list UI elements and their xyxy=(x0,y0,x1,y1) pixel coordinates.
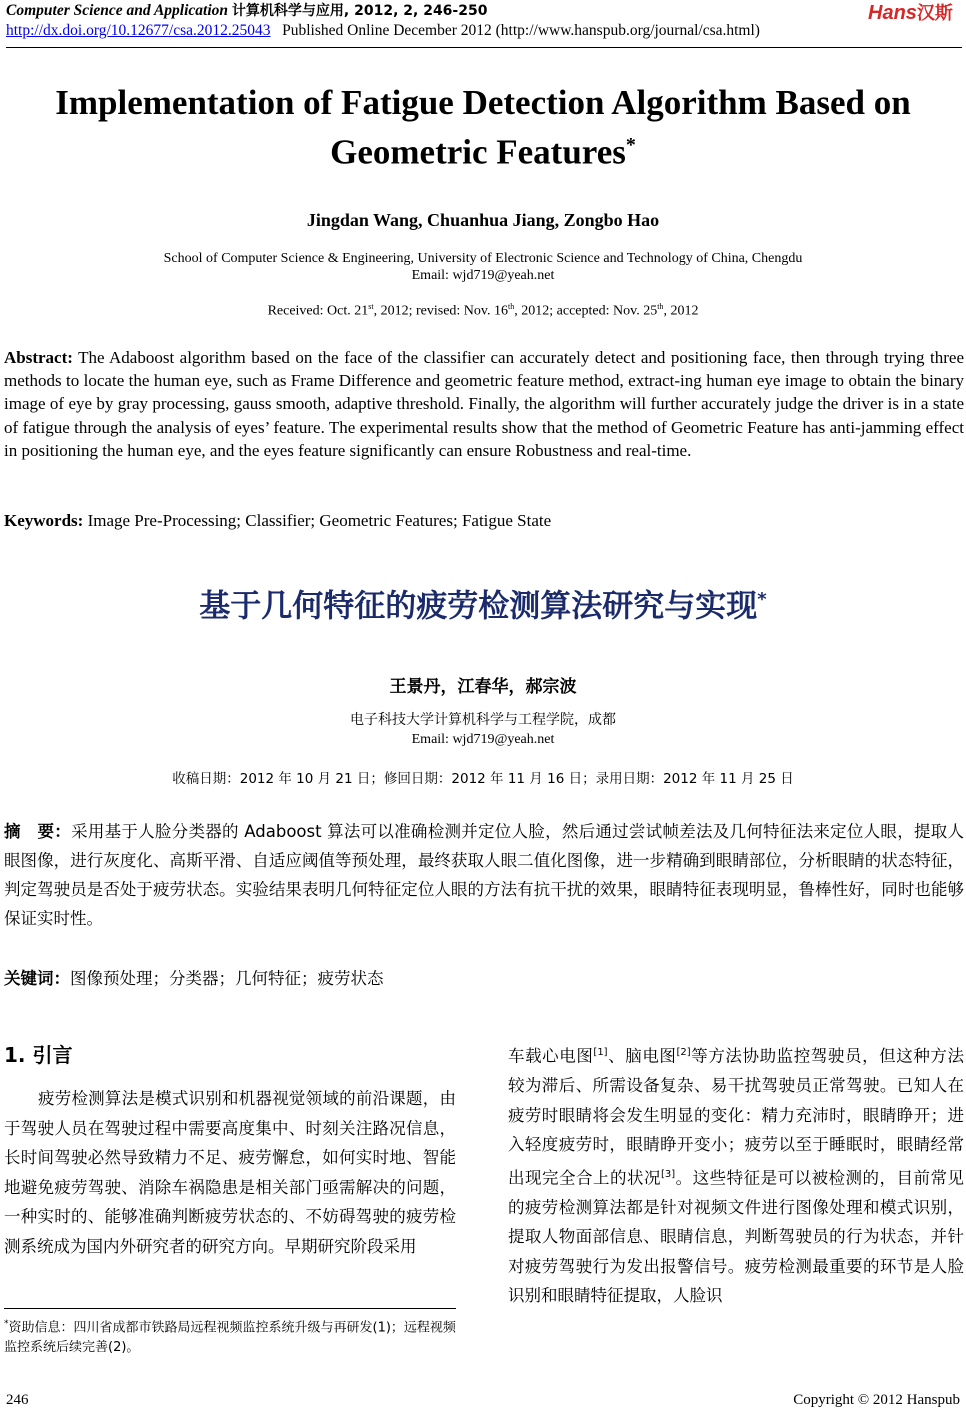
keywords-en xyxy=(4,509,964,532)
copyright-notice: Copyright © 2012 Hanspub xyxy=(793,1392,960,1408)
ordinal-suffix: th xyxy=(657,302,664,311)
doi-link[interactable]: http://dx.doi.org/10.12677/csa.2012.25043 xyxy=(6,22,271,39)
citation-ref[interactable]: [3] xyxy=(660,1168,676,1180)
authors-en: Jingdan Wang, Chuanhua Jiang, Zongbo Hao xyxy=(306,210,660,230)
body-column-right xyxy=(508,1038,964,1311)
abstract-cn-label: 摘 要： xyxy=(4,822,72,841)
abstract-cn-text: 采用基于人脸分类器的 Adaboost 算法可以准确检测并定位人脸，然后通过尝试帧差法及几何特征法来定位人眼，提取人眼图像，进行灰度化、高斯平滑、自适应阈值等预处理，最终获取人眼二值化图像，进一步精确到眼睛部位，分析眼睛的状态特征，判定驾驶员是否处于疲劳状态。实验结果表明几何特征定位人眼的方法有抗干扰的效果，眼睛特征表现明显，鲁棒性好，同时也能够保证实时性。 xyxy=(4,822,964,928)
journal-name: Computer Science and Application xyxy=(6,2,229,19)
body-text: 、脑电图 xyxy=(607,1046,677,1066)
title-cn-footnote-mark: * xyxy=(757,589,767,610)
footnote-mark: * xyxy=(4,1319,9,1329)
affiliation-en-text: School of Computer Science & Engineering, University of Electronic Science and Technology of China, Chengdu xyxy=(163,251,803,266)
logo-latin: Hans xyxy=(868,2,917,24)
footnote-divider xyxy=(4,1308,456,1309)
abstract-en-label: Abstract: xyxy=(4,348,73,367)
citation-ref[interactable]: [2] xyxy=(676,1047,691,1058)
journal-header xyxy=(6,0,487,20)
accepted-part: , 2012; accepted: Nov. 25 xyxy=(514,303,658,319)
paper-title-cn xyxy=(0,580,966,626)
keywords-cn xyxy=(4,964,964,993)
year-part: , 2012 xyxy=(663,303,699,319)
funding-footnote xyxy=(4,1314,460,1358)
body-text: 车载心电图 xyxy=(508,1046,594,1066)
section-heading-introduction: 1. 引言 xyxy=(4,1043,73,1067)
body-text: 。这些特征是可以被检测的，目前常见的疲劳检测算法都是针对视频文件进行图像处理和模式识别，提取人物面部信息、眼睛信息，判断驾驶员的行为状态，并针对疲劳驾驶行为发出报警信号。疲劳检测最重要的环节是人脸识别和眼睛特征提取，人脸识 xyxy=(508,1168,965,1305)
hanspub-logo xyxy=(868,2,953,25)
keywords-cn-label: 关键词： xyxy=(4,969,70,988)
abstract-en xyxy=(4,346,964,462)
affiliation-en xyxy=(0,250,966,284)
authors-cn: 王景丹，江春华，郝宗波 xyxy=(389,677,577,697)
ordinal-suffix: st xyxy=(368,302,374,311)
email-cn: Email: wjd719@yeah.net xyxy=(411,732,555,747)
body-column-left: 疲劳检测算法是模式识别和机器视觉领域的前沿课题，由于驾驶人员在驾驶过程中需要高度集中、时刻关注路况信息，长时间驾驶必然导致精力不足、疲劳懈怠，如何实时地、智能地避免疲劳驾驶、消除车祸隐患是相关部门亟需解决的问题，一种实时的、能够准确判断疲劳状态的、不妨碍驾驶的疲劳检测系统成为国内外研究者的研究方向。早期研究阶段采用 xyxy=(4,1089,456,1256)
published-info: Published Online December 2012 (http://www.hanspub.org/journal/csa.html) xyxy=(282,22,760,39)
page-number: 246 xyxy=(6,1392,29,1408)
email-en: Email: wjd719@yeah.net xyxy=(411,268,555,283)
body-text: 等方法协助监控驾驶员，但这种方法较为滞后、所需设备复杂、易干扰驾驶员正常驾驶。已知人在疲劳时眼睛将会发生明显的变化：精力充沛时，眼睛睁开；进入轻度疲劳时，眼睛睁开变小；疲劳以至于睡眠时，眼睛经常出现完全合上的状况 xyxy=(508,1046,965,1187)
logo-cn: 汉斯 xyxy=(916,3,953,24)
keywords-en-text: Image Pre-Processing; Classifier; Geometric Features; Fatigue State xyxy=(83,511,552,530)
paper-title-en xyxy=(0,82,966,174)
citation-ref[interactable]: [1] xyxy=(593,1047,608,1058)
revised-part: , 2012; revised: Nov. 16 xyxy=(373,303,509,319)
received-dates-en xyxy=(0,302,966,320)
header-divider xyxy=(6,47,962,48)
received-dates-cn: 收稿日期：2012 年 10 月 21 日；修回日期：2012 年 11 月 16 日；录用日期：2012 年 11 月 25 日 xyxy=(172,771,794,787)
footnote-text: 资助信息：四川省成都市铁路局远程视频监控系统升级与再研发(1)；远程视频监控系统后续完善(2)。 xyxy=(4,1320,456,1356)
abstract-en-text: The Adaboost algorithm based on the face of the classifier can accurately detect and positioning face, then through trying three methods to locate the human eye, such as Frame Difference and geometric feature method, extract-ing human eye image to obtain the binary image of eye by gray processing, gauss smooth, adaptive threshold. Finally, the algorithm will further accurately judge the driver is in a state of fatigue through the analysis of eyes’ feature. The experimental results show that the method of Geometric Feature has anti-jamming effect in positioning the human eye, and the eyes feature significantly can ensure Robustness and real-time. xyxy=(4,348,964,460)
received-part: Received: Oct. 21 xyxy=(267,303,369,319)
ordinal-suffix: th xyxy=(508,302,515,311)
title-cn-text: 基于几何特征的疲劳检测算法研究与实现 xyxy=(199,588,758,625)
keywords-cn-text: 图像预处理；分类器；几何特征；疲劳状态 xyxy=(70,969,384,988)
doi-line xyxy=(6,22,760,40)
journal-name-cn: 计算机科学与应用, 2012, 2, 246-250 xyxy=(231,3,488,19)
affiliation-cn xyxy=(0,711,966,749)
keywords-en-label: Keywords: xyxy=(4,511,84,530)
affiliation-cn-text: 电子科技大学计算机科学与工程学院，成都 xyxy=(350,712,616,728)
title-en-footnote-mark: * xyxy=(625,134,636,156)
abstract-cn xyxy=(4,817,964,933)
title-en-text: Implementation of Fatigue Detection Algorithm Based on Geometric Features xyxy=(55,83,911,172)
